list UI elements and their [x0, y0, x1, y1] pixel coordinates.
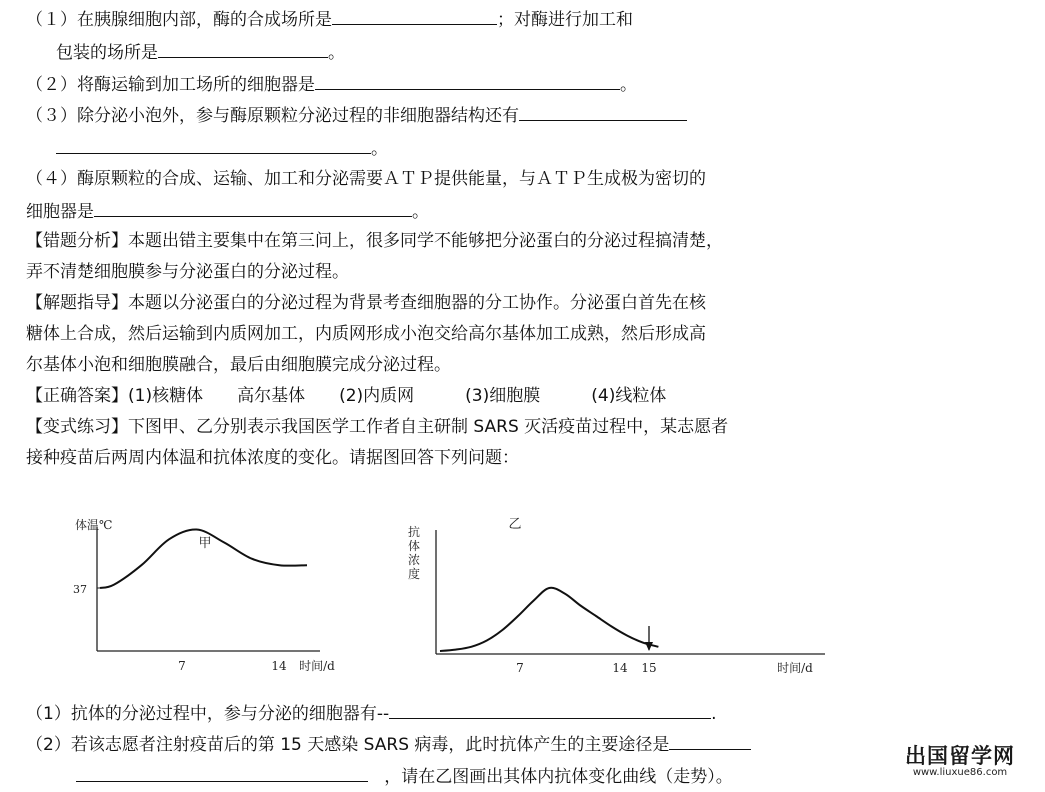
watermark-url: www.liuxue86.com: [912, 766, 1008, 778]
q1-text-d: 。: [328, 43, 345, 63]
yi-antibody-curve: [440, 588, 658, 651]
guide-line3: 尔基体小泡和细胞膜融合，最后由细胞膜完成分泌过程。: [26, 355, 451, 375]
q4-line2: [26, 200, 429, 223]
q1-line1: [26, 8, 633, 31]
q1-line2: [56, 41, 345, 64]
q4-answer-blank[interactable]: [94, 200, 412, 217]
yi-ylabel-part: 度: [408, 567, 421, 581]
q3-text-b: 。: [371, 139, 388, 159]
jia-ylabel: 体温℃: [75, 518, 113, 532]
sub2-line2: [76, 765, 733, 788]
guide-line2: 糖体上合成，然后运输到内质网加工，内质网形成小泡交给高尔基体加工成熟，然后形成高: [26, 324, 706, 344]
jia-ytick-37: 37: [73, 583, 87, 596]
q4-text-b: 。: [412, 202, 429, 222]
q3-answer-blank-2[interactable]: [56, 137, 371, 154]
yi-xlabel: 时间/d: [777, 661, 813, 675]
yi-xtick-7: 7: [516, 661, 524, 675]
yi-ylabel-part: 抗: [408, 525, 421, 539]
q3-line1: [26, 104, 687, 127]
jia-xtick-14: 14: [271, 659, 287, 673]
yi-xtick-14: 14: [612, 661, 628, 675]
sub1-line: [26, 702, 717, 725]
sub1-text-a: （1）抗体的分泌过程中，参与分泌的细胞器有--: [26, 704, 390, 724]
q1-text-a: （１）在胰腺细胞内部，酶的合成场所是: [26, 10, 332, 30]
jia-xtick-7: 7: [178, 659, 186, 673]
yi-xtick-15: 15: [641, 661, 657, 675]
q4-text-a: 细胞器是: [26, 202, 94, 222]
q1-answer-blank-1[interactable]: [332, 8, 497, 25]
q2-text-a: （２）将酶运输到加工场所的细胞器是: [26, 75, 315, 95]
chart-yi: [400, 508, 840, 688]
sub2-answer-blank-1[interactable]: [669, 733, 751, 750]
jia-xlabel: 时间/d: [299, 659, 335, 673]
q1-text-b: ；对酶进行加工和: [497, 10, 633, 30]
sub2-text-b: ，请在乙图画出其体内抗体变化曲线（走势）。: [384, 767, 733, 787]
q3-text-a: （３）除分泌小泡外，参与酶原颗粒分泌过程的非细胞器结构还有: [26, 106, 519, 126]
sub2-line1: [26, 733, 751, 756]
q1-answer-blank-2[interactable]: [158, 41, 328, 58]
yi-infection-arrow: [645, 626, 653, 651]
variant-line1: 【变式练习】下图甲、乙分别表示我国医学工作者自主研制 SARS 灭活疫苗过程中，某志愿者: [26, 417, 729, 437]
q2-answer-blank[interactable]: [315, 73, 620, 90]
analysis-line2: 弄不清楚细胞膜参与分泌蛋白的分泌过程。: [26, 262, 349, 282]
guide-line1: 【解题指导】本题以分泌蛋白的分泌过程为背景考查细胞器的分工协作。分泌蛋白首先在核: [26, 293, 706, 313]
q1-text-c: 包装的场所是: [56, 43, 158, 63]
q4-line1: （４）酶原颗粒的合成、运输、加工和分泌需要ＡＴＰ提供能量，与ＡＴＰ生成极为密切的: [26, 169, 706, 189]
variant-line2: 接种疫苗后两周内体温和抗体浓度的变化。请据图回答下列问题：: [26, 448, 519, 468]
analysis-line1: 【错题分析】本题出错主要集中在第三问上，很多同学不能够把分泌蛋白的分泌过程搞清楚，: [26, 231, 723, 251]
q2-line: [26, 73, 637, 96]
sub1-answer-blank[interactable]: [389, 702, 711, 719]
q3-line2: [56, 137, 388, 160]
watermark: [905, 745, 1015, 778]
sub2-text-a: （2）若该志愿者注射疫苗后的第 15 天感染 SARS 病毒，此时抗体产生的主要途径是: [26, 735, 670, 755]
q3-answer-blank-1[interactable]: [519, 104, 687, 121]
chart-jia: [55, 515, 345, 690]
sub1-text-b: .: [711, 704, 717, 724]
yi-ylabel-part: 体: [408, 539, 421, 553]
watermark-title: 出国留学网: [905, 744, 1015, 769]
q2-text-b: 。: [620, 75, 637, 95]
yi-ylabel-part: 浓: [408, 553, 421, 567]
sub2-answer-blank-2[interactable]: [76, 765, 368, 782]
jia-title: 甲: [198, 536, 212, 551]
yi-title: 乙: [508, 517, 522, 532]
answer-line: 【正确答案】(1)核糖体 高尔基体 (2)内质网 (3)细胞膜 (4)线粒体: [26, 386, 667, 406]
